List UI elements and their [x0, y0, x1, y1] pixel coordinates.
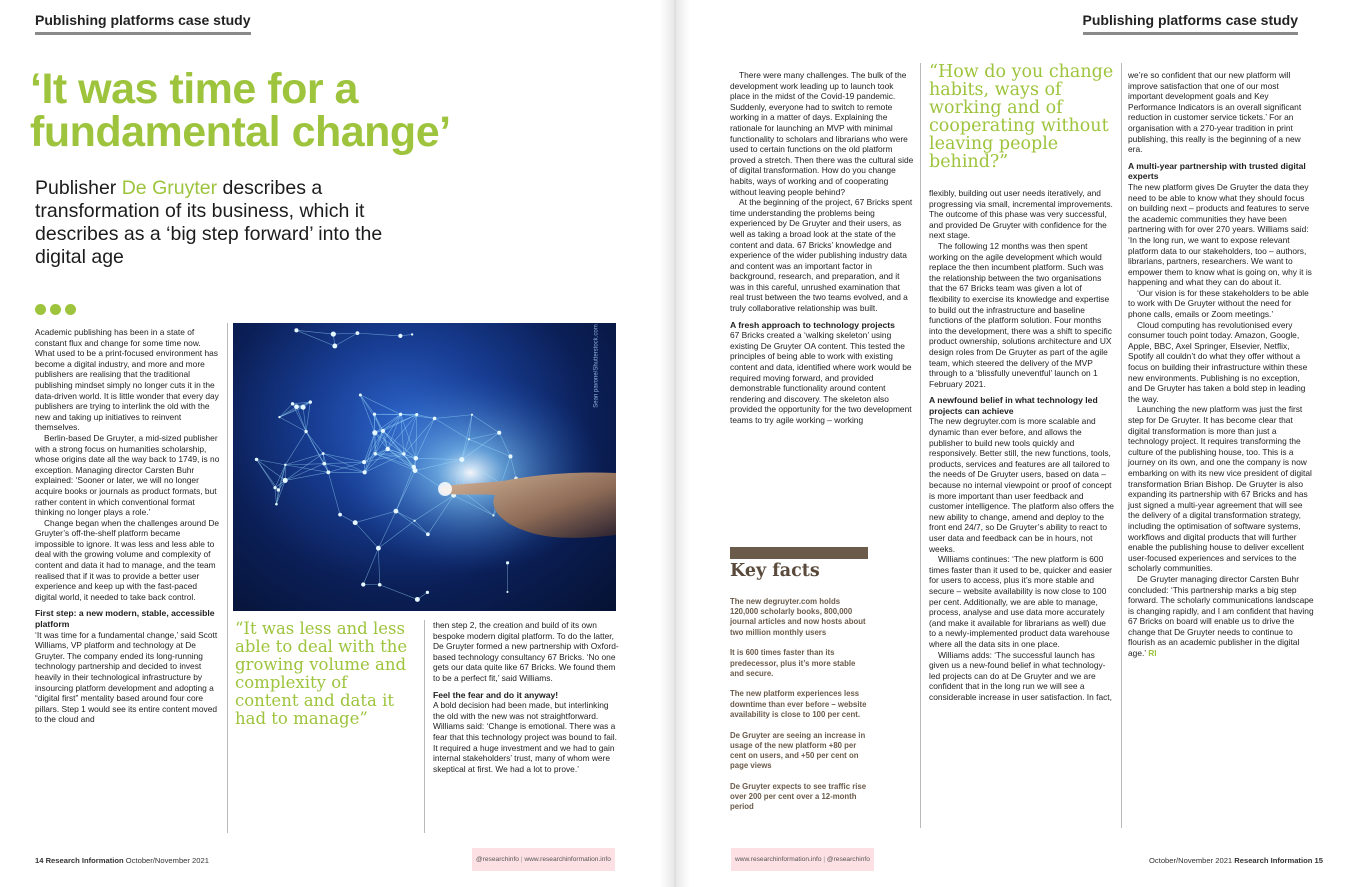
key-facts-bar — [730, 547, 868, 559]
photo-credit: Sean pavone/Shutterstock.com — [593, 324, 600, 408]
twitter-handle-link[interactable]: @researchinfo — [476, 856, 519, 863]
article-column-5 — [1128, 70, 1314, 659]
paragraph: Launching the new platform was just the first step for De Gruyter. It has become clear that digital transformation is more than just a technology project. It requires transforming the culture of the publishing house, too. This is a journey on its own, and one the company is now embarking on with its new vice president of digital transformation Brian Bishop. De Gruyter is also expanding its partnership with 67 Bricks and has just signed a multi-year agreement that will see the delivery of a digital transformation strategy, including the optimisation of software systems, workflows and digital products that will further enable the publishing house to deliver excellent user-focused experiences and services to the scholarly communities. — [1128, 404, 1312, 574]
twitter-handle-link[interactable]: @researchinfo — [826, 856, 870, 863]
key-fact-item: De Gruyter are seeing an increase in usage of the new platform +80 per cent on users, and +50 per cent on page views — [730, 730, 866, 771]
paragraph: ‘Our vision is for these stakeholders to be able to work with De Gruyter without the need for phone calls, emails or Zoom meetings.’ — [1128, 287, 1309, 320]
column-rule — [424, 620, 425, 833]
running-head-left: Publishing platforms case study — [35, 12, 251, 35]
dot-icon — [35, 304, 46, 315]
key-fact-item: De Gruyter expects to see traffic rise over 200 per cent over a 12-month period — [730, 781, 867, 812]
key-facts-title: Key facts — [730, 561, 820, 581]
pull-quote: “How do you change habits, ways of working and of cooperating without leaving people behind?” — [929, 62, 1114, 173]
article-column-1 — [35, 327, 221, 725]
paragraph-text: De Gruyter managing director Carsten Buhr concluded: ‘This partnership marks a big step forward. The scholarly communications landscape is changing rapidly, and I am confident that having 67 Bricks on board will enable us to drive the change that De Gruyter needs to continue to flourish as an academic publisher in the digital age.’ — [1128, 573, 1314, 659]
website-link[interactable]: www.researchinformation.info — [735, 856, 822, 863]
separator: | — [823, 856, 826, 863]
paragraph: Williams adds: ‘The successful launch has given us a new-found belief in what technology-led projects can do at De Gruyter and we are confident that in the long run we will see a considerable increase in user satisfaction. In fact, — [929, 649, 1112, 702]
key-fact-item: The new degruyter.com holds 120,000 scholarly books, 800,000 journal articles and now hosts about two million monthly users — [730, 597, 866, 637]
article-column-4 — [929, 188, 1115, 703]
column-rule — [1121, 63, 1122, 828]
paragraph: A bold decision had been made, but interlinking the old with the new was not straightforward. Williams said: ‘Change is emotional. There was a fear that this technology project was bound to fail. It required a huge investment and we had to gain internal stakeholders’ trust, many of whom were skeptical at first. We had a lot to prove.’ — [433, 700, 617, 774]
subheading: A newfound belief in what technology led projects can achieve — [929, 395, 1098, 416]
separator: | — [520, 856, 523, 863]
article-column-2 — [433, 620, 619, 774]
standfirst — [35, 177, 420, 269]
paragraph: flexibly, building out user needs iteratively, and progressing via small, incremental improvements. The outcome of this phase was very successful, and provided De Gruyter with confidence for the next stage. — [929, 188, 1113, 241]
paragraph: Cloud computing has revolutionised every consumer touch point today. Amazon, Google, Apple, BBC, Axel Springer, Elsevier, Netflix, Spotify all couldn’t do what they offer without a focus on building their infrastructure within these new environments. Publishing is no exception, and De Gruyter has taken a bold step in leading the way. — [1128, 319, 1308, 404]
network-hand-illustration — [233, 323, 616, 611]
dot-icon — [65, 304, 76, 315]
subheading: A multi-year partnership with trusted digital experts — [1128, 160, 1306, 182]
folio-right — [1149, 856, 1323, 865]
paragraph: ‘It was time for a fundamental change,’ said Scott Williams, VP platform and technology at De Gruyter. The company ended its long-running technology partnership and decided to invest heavily in their technological infrastructure by insourcing platform development and adopting a “digital first” mentality based around four core pillars. Step 1 would see its entire content moved to the cloud and — [35, 629, 218, 725]
paragraph: then step 2, the creation and build of its own bespoke modern digital platform. To do the latter, De Gruyter formed a new partnership with Oxford-based technology consultancy 67 Bricks. ‘No one gets our data quite like 67 Bricks. We found them to be a perfect fit,’ said Williams. — [433, 620, 619, 683]
issue-date: October/November 2021 — [1149, 856, 1233, 865]
article-column-3 — [730, 70, 914, 426]
decorative-dots — [35, 304, 76, 315]
pull-quote: “It was less and less able to deal with the growing volume and complexity of content and data it had to manage” — [235, 619, 408, 728]
subheading: First step: a new modern, stable, accessible platform — [35, 608, 215, 630]
paragraph: Berlin-based De Gruyter, a mid-sized publisher with a strong focus on humanities scholarship, whose origins date all the way back to 1749, is no exception. Managing director Carsten Buhr explained: ‘Sooner or later, we will no longer acquire books or journals as product formats, but rather content in which conventional format thinking no longer plays a role.’ — [35, 432, 220, 518]
key-fact-item: It is 600 times faster than its predecessor, plus it’s more stable and secure. — [730, 648, 856, 678]
column-rule — [920, 63, 921, 828]
paragraph: The following 12 months was then spent working on the agile development which would replace the then incumbent platform. Such was the relationship between the two organisations that the 67 Bricks team was given a lot of flexibility to exercise its knowledge and expertise to build out the infrastructure and baseline functions of the platform solution. Four months into the development, there was a shift to specific product ownership, solutions architecture and UX design roles from De Gruyter as part of the agile team, which steered the delivery of the MVP through to a ‘blissfully uneventful’ launch on 1 February 2021. — [929, 240, 1112, 389]
paragraph: we’re so confident that our new platform will improve satisfaction that one of our most important development goals and Key Performance Indicators is an overall significant reduction in customer service tickets.’ For an organisation with a 270-year tradition in print publishing, this really is the beginning of a new era. — [1128, 70, 1302, 155]
website-link[interactable]: www.researchinformation.info — [524, 856, 611, 863]
publication-name: Research Information — [1234, 856, 1313, 865]
social-links-left — [472, 848, 615, 871]
page-number: 15 — [1314, 856, 1323, 865]
dot-icon — [50, 304, 61, 315]
subheading: Feel the fear and do it anyway! — [433, 689, 559, 700]
social-links-right — [731, 848, 874, 871]
paragraph: Change began when the challenges around De Gruyter’s off-the-shelf platform became impossible to ignore. It was less and less able to deal with the growing volume and complexity of content and data it had to manage, and the team realised that if it was to provide a better user experience and keep up with the fast-paced digital world, it needed to take back control. — [35, 517, 220, 602]
signoff-mark: RI — [1148, 648, 1157, 659]
article-photo — [233, 323, 616, 611]
page-gutter — [660, 0, 690, 887]
column-rule — [227, 323, 228, 833]
key-fact-item: The new platform experiences less downtime than ever before – website availability is close to 100 per cent. — [730, 689, 867, 719]
issue-date: October/November 2021 — [125, 856, 209, 865]
folio-left — [35, 856, 209, 865]
page-number: 14 — [35, 856, 44, 865]
paragraph: 67 Bricks created a ‘walking skeleton’ using existing De Gruyter OA content. This tested the principles of being able to work with existing content and data, identified where work would be required moving forward, and provided demonstrable functionality around content rendering and discovery. The skeleton also provided the opportunity for the two development teams to try agile working – working — [730, 330, 912, 425]
paragraph — [1128, 574, 1314, 659]
key-facts-list — [730, 597, 870, 823]
paragraph: At the beginning of the project, 67 Bricks spent time understanding the problems being experienced by De Gruyter and their users, as well as taking a broad look at the state of the content and data. 67 Bricks’ knowledge and experience of the wider publishing industry data and content was an important factor in background, research, and preparation, and it was in this careful, unrushed examination that real trust between the two teams evolved, and a truly collaborative relationship was built. — [730, 197, 913, 314]
running-head-right: Publishing platforms case study — [1083, 12, 1299, 35]
paragraph: The new degruyter.com is more scalable and dynamic than ever before, and allows the publisher to build new tools quickly and responsively. Better still, the new functions, tools, products, services and features are all tailored to the needs of De Gruyter users, based on data – because no internal viewpoint or proof of concept is more important than user feedback and customer intelligence. The platform also offers the new ability to change, amend and deploy to the front end 24/7, so De Gruyter’s ability to react to user data and feedback can be in hours, not weeks. — [929, 416, 1114, 554]
paragraph: Academic publishing has been in a state of constant flux and change for some time now. What used to be a print-focused environment has become a digital industry, and more and more publishers are realising that the traditional publishing mindset simply no longer cuts it in the data-driven world. It is little wonder that every day publishers are trying to interlink the old with the new and taking up initiatives to reinvent themselves. — [35, 327, 219, 433]
standfirst-post: describes a transformation of its business, which it describes as a ‘big step forward’ into the digital age — [35, 177, 383, 268]
standfirst-highlight: De Gruyter — [121, 177, 218, 199]
standfirst-pre: Publisher — [35, 177, 122, 199]
publication-name: Research Information — [45, 856, 124, 865]
paragraph: There were many challenges. The bulk of the development work leading up to launch took place in the midst of the Covid-19 pandemic. Suddenly, everyone had to switch to remote working in a matter of days. Explaining the rationale for launching an MVP with minimal functionality to scholars and librarians who were used to certain functions on the old platform proved a stretch. Then there was the cultural side of digital transformation. How do you change habits, ways of working and of cooperating without leaving people behind? — [730, 70, 914, 197]
paragraph: Williams continues: ‘The new platform is 600 times faster than it used to be, quicker and easier for users to access, plus it’s more stable and secure – website availability is now close to 100 per cent. Additionally, we are able to manage, process, analyse and use data more accurately (and make it available for librarians as well) due to a newly-implemented product data warehouse where all the data sits in one place. — [929, 554, 1112, 649]
subheading: A fresh approach to technology projects — [730, 319, 895, 330]
article-headline: ‘It was time for a fundamental change’ — [30, 65, 451, 156]
paragraph: The new platform gives De Gruyter the data they need to be able to know what they should focus on building next – products and features to serve the academic communities they have been partnering with for over 270 years. Williams said: ‘In the long run, we want to expose relevant platform data to our stakeholders, too – authors, librarians, partners, researchers. We want to empower them to know what is going on, why it is happening and what they can do about it. — [1128, 181, 1312, 288]
